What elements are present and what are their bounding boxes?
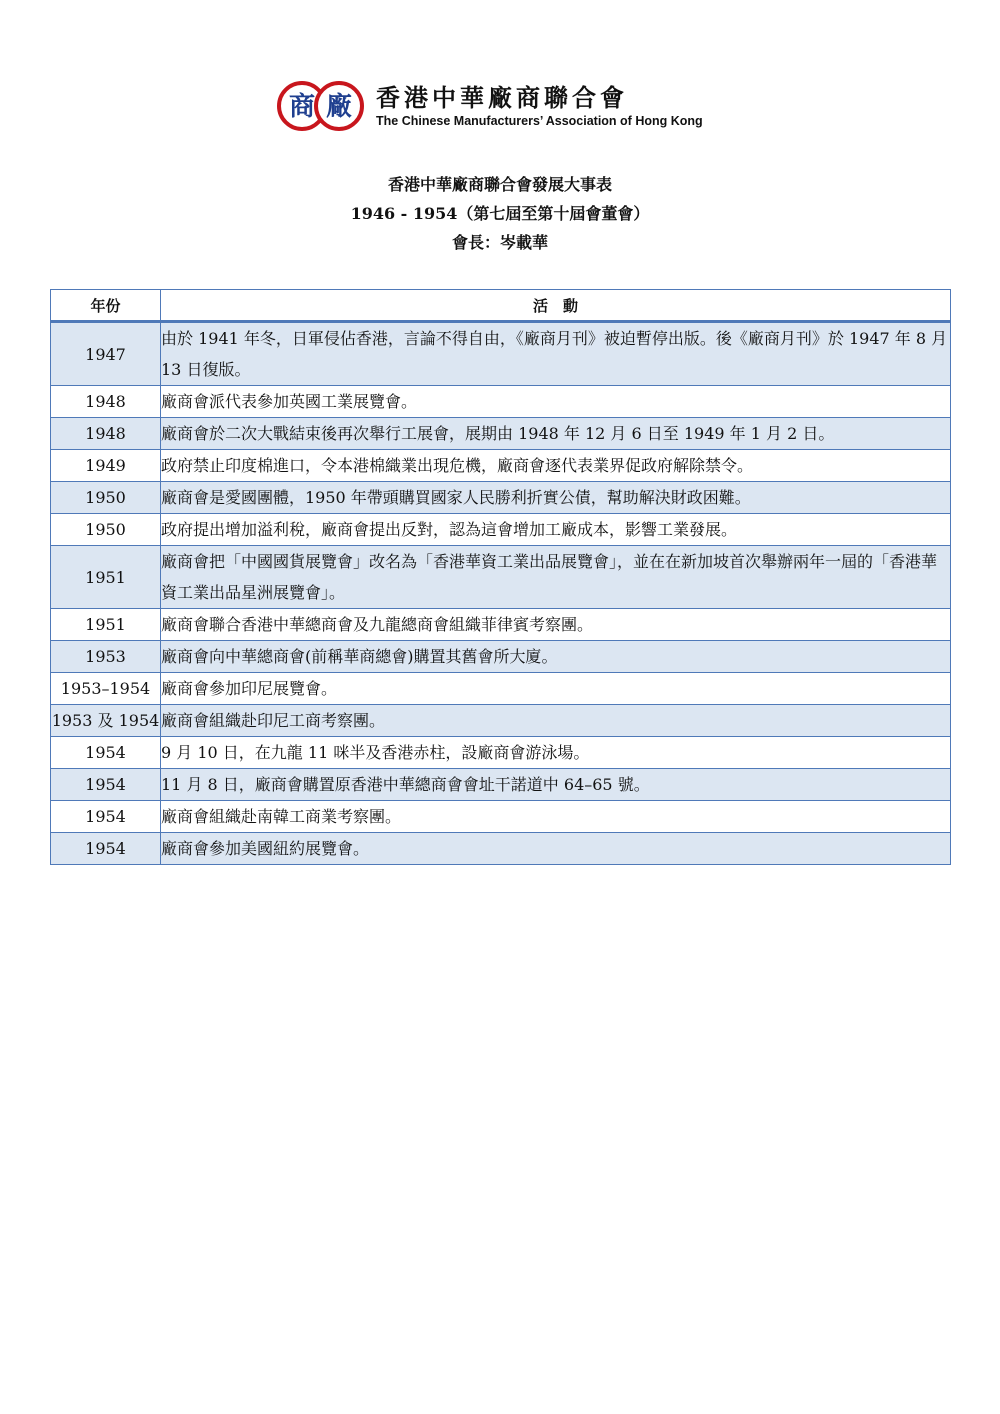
row-activity: 廠商會參加印尼展覽會。 xyxy=(161,673,951,705)
svg-text:商: 商 xyxy=(288,92,316,122)
row-activity: 廠商會把「中國國貨展覽會」改名為「香港華資工業出品展覽會」，並在在新加坡首次舉辦兩年一屆的「香港華資工業出品星洲展覽會」。 xyxy=(161,546,951,609)
document-period: 1946 - 1954（第七屆至第十屆會董會） xyxy=(350,204,650,223)
row-activity: 政府禁止印度棉進口，令本港棉織業出現危機，廠商會逐代表業界促政府解除禁令。 xyxy=(161,450,951,482)
row-activity: 廠商會聯合香港中華總商會及九龍總商會組織菲律賓考察團。 xyxy=(161,609,951,641)
svg-text:廠: 廠 xyxy=(325,92,353,122)
table-row xyxy=(51,322,951,386)
row-activity: 廠商會參加美國紐約展覽會。 xyxy=(161,833,951,865)
row-year: 1953 及 1954 xyxy=(51,705,161,737)
table-row xyxy=(51,418,951,450)
row-year: 1947 xyxy=(51,322,161,386)
document-title: 香港中華廠商聯合會發展大事表 xyxy=(387,175,612,194)
row-activity: 廠商會派代表參加英國工業展覽會。 xyxy=(161,386,951,418)
table-row xyxy=(51,609,951,641)
row-year: 1954 xyxy=(51,833,161,865)
row-year: 1954 xyxy=(51,737,161,769)
row-activity: 廠商會是愛國團體，1950 年帶頭購買國家人民勝利折實公債，幫助解決財政困難。 xyxy=(161,482,951,514)
row-activity: 廠商會向中華總商會(前稱華商總會)購置其舊會所大廈。 xyxy=(161,641,951,673)
row-year: 1949 xyxy=(51,450,161,482)
table-row xyxy=(51,833,951,865)
row-activity: 廠商會組織赴印尼工商考察團。 xyxy=(161,705,951,737)
org-names xyxy=(376,83,703,129)
row-year: 1953 xyxy=(51,641,161,673)
row-year: 1950 xyxy=(51,514,161,546)
table-row xyxy=(51,769,951,801)
row-activity: 廠商會組織赴南韓工商業考察團。 xyxy=(161,801,951,833)
row-year: 1951 xyxy=(51,546,161,609)
row-activity: 政府提出增加溢利稅，廠商會提出反對，認為這會增加工廠成本，影響工業發展。 xyxy=(161,514,951,546)
row-activity: 9 月 10 日，在九龍 11 咪半及香港赤柱，設廠商會游泳場。 xyxy=(161,737,951,769)
table-row xyxy=(51,482,951,514)
org-name-english: The Chinese Manufacturers’ Association of Hong Kong xyxy=(376,114,703,128)
row-year: 1953–1954 xyxy=(51,673,161,705)
column-header-activity: 活 動 xyxy=(161,290,951,322)
document-chairman: 會長：岑載華 xyxy=(451,233,548,252)
row-activity: 廠商會於二次大戰結束後再次舉行工展會，展期由 1948 年 12 月 6 日至 1949 年 1 月 2 日。 xyxy=(161,418,951,450)
letterhead xyxy=(276,80,703,132)
row-year: 1948 xyxy=(51,386,161,418)
row-year: 1948 xyxy=(51,418,161,450)
table-row xyxy=(51,705,951,737)
table-row xyxy=(51,641,951,673)
row-year: 1950 xyxy=(51,482,161,514)
association-logo xyxy=(276,80,368,132)
row-activity: 11 月 8 日，廠商會購置原香港中華總商會會址干諾道中 64–65 號。 xyxy=(161,769,951,801)
table-row xyxy=(51,737,951,769)
table-row xyxy=(51,514,951,546)
table-row xyxy=(51,450,951,482)
org-name-chinese: 香港中華廠商聯合會 xyxy=(376,84,628,112)
table-row xyxy=(51,801,951,833)
table-row xyxy=(51,673,951,705)
row-activity: 由於 1941 年冬，日軍侵佔香港，言論不得自由，《廠商月刊》被迫暫停出版。後《廠商月刊》於 1947 年 8 月 13 日復版。 xyxy=(161,322,951,386)
table-header-row xyxy=(51,290,951,322)
row-year: 1954 xyxy=(51,769,161,801)
document-titles xyxy=(0,170,1000,257)
row-year: 1954 xyxy=(51,801,161,833)
events-table xyxy=(50,289,951,865)
events-table-body xyxy=(51,322,951,865)
column-header-year: 年份 xyxy=(51,290,161,322)
table-row xyxy=(51,386,951,418)
row-year: 1951 xyxy=(51,609,161,641)
table-row xyxy=(51,546,951,609)
